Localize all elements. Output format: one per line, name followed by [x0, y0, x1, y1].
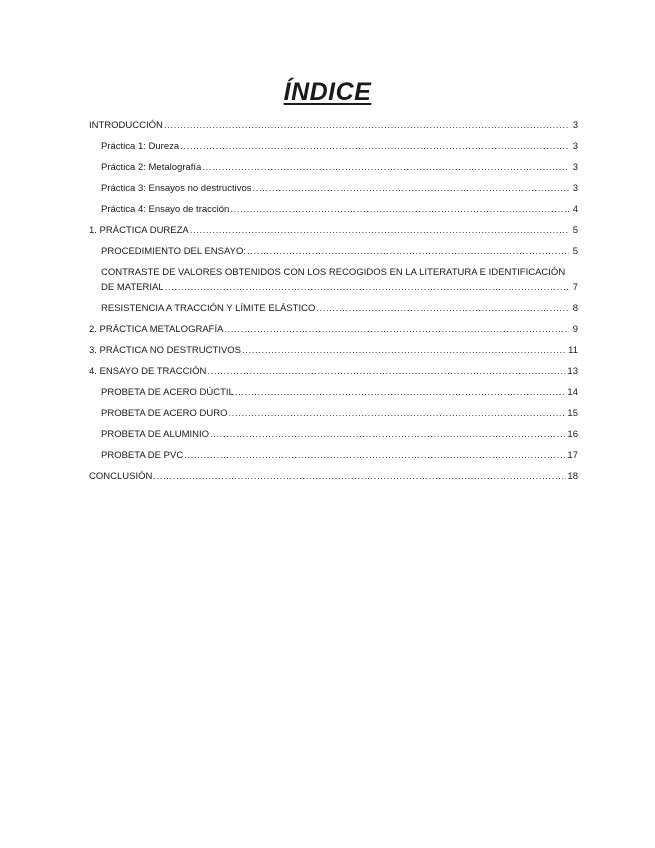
- toc-entry-label: PROBETA DE PVC: [101, 450, 184, 461]
- toc-leader-dots: [202, 162, 569, 174]
- toc-page-number: 15: [567, 408, 578, 419]
- toc-entry-label: Práctica 3: Ensayos no destructivos: [101, 183, 252, 194]
- toc-leader-dots: [230, 204, 569, 216]
- toc-entry-label: Práctica 2: Metalografía: [101, 162, 202, 173]
- toc-page-number: 3: [572, 141, 578, 152]
- toc-leader-dots: [242, 345, 567, 357]
- toc-leader-dots: [316, 303, 569, 315]
- toc-entry-label: DE MATERIAL: [101, 282, 164, 293]
- toc-leader-dots: [153, 471, 566, 483]
- toc-entry-procedimiento[interactable]: [101, 246, 578, 258]
- toc-page-number: 4: [572, 204, 578, 215]
- toc-entry-practica-dureza[interactable]: [89, 225, 578, 237]
- toc-entry-label: 2. PRÁCTICA METALOGRAFÍA: [89, 324, 224, 335]
- toc-entry-practica-no-destructivos[interactable]: [89, 345, 578, 357]
- toc-page-number: 8: [572, 303, 578, 314]
- toc-page-number: 16: [567, 429, 578, 440]
- toc-leader-dots: [224, 324, 569, 336]
- toc-entry-label: 1. PRÁCTICA DUREZA: [89, 225, 189, 236]
- toc-entry-label: INTRODUCCIÓN: [89, 120, 163, 131]
- toc-entry-ensayo-traccion[interactable]: [89, 366, 578, 378]
- toc-page-number: 5: [572, 225, 578, 236]
- toc-leader-dots: [164, 120, 569, 132]
- toc-entry-practica-2[interactable]: [101, 162, 578, 174]
- toc-entry-label: RESISTENCIA A TRACCIÓN Y LÍMITE ELÁSTICO: [101, 303, 316, 314]
- toc-page-number: 9: [572, 324, 578, 335]
- toc-entry-resistencia[interactable]: [101, 303, 578, 315]
- toc-entry-practica-4[interactable]: [101, 204, 578, 216]
- toc-leader-dots: [210, 429, 566, 441]
- toc-entry-acero-ductil[interactable]: [101, 387, 578, 399]
- toc-entry-label: Práctica 4: Ensayo de tracción: [101, 204, 230, 215]
- toc-entry-label: PROCEDIMIENTO DEL ENSAYO:: [101, 246, 246, 257]
- toc-entry-aluminio[interactable]: [101, 429, 578, 441]
- toc-entry-label: 4. ENSAYO DE TRACCIÓN: [89, 366, 207, 377]
- toc-entry-conclusion[interactable]: [89, 471, 578, 483]
- toc-page-number: 13: [567, 366, 578, 377]
- toc-entry-label: 3. PRÁCTICA NO DESTRUCTIVOS: [89, 345, 242, 356]
- toc-entry-label: PROBETA DE ALUMINIO: [101, 429, 210, 440]
- toc-page-number: 5: [572, 246, 578, 257]
- toc-page-number: 3: [572, 183, 578, 194]
- toc-entry-pvc[interactable]: [101, 450, 578, 462]
- toc-page-number: 17: [567, 450, 578, 461]
- toc-leader-dots: [253, 183, 570, 195]
- toc-leader-dots: [184, 450, 566, 462]
- toc-page-number: 3: [572, 120, 578, 131]
- toc-page-number: 11: [568, 345, 578, 356]
- toc-entry-label: PROBETA DE ACERO DURO: [101, 408, 228, 419]
- toc-page-number: 18: [567, 471, 578, 482]
- toc-entry-practica-1[interactable]: [101, 141, 578, 153]
- toc-entry-practica-3[interactable]: [101, 183, 578, 195]
- table-of-contents: [89, 120, 578, 483]
- toc-entry-label: CONCLUSIÓN: [89, 471, 153, 482]
- toc-entry-label: Práctica 1: Dureza: [101, 141, 180, 152]
- toc-entry-practica-metalografia[interactable]: [89, 324, 578, 336]
- toc-leader-dots: [190, 225, 569, 237]
- toc-entry-label: PROBETA DE ACERO DÚCTIL: [101, 387, 234, 398]
- page-title: ÍNDICE: [283, 78, 372, 106]
- toc-leader-dots: [207, 366, 566, 378]
- toc-page-number: 3: [572, 162, 578, 173]
- toc-page-number: 7: [572, 282, 578, 293]
- toc-entry-label-line1: CONTRASTE DE VALORES OBTENIDOS CON LOS RECOGIDOS EN LA LITERATURA E IDENTIFICACIÓN: [101, 267, 566, 278]
- toc-leader-dots: [235, 387, 567, 399]
- toc-leader-dots: [165, 282, 569, 294]
- toc-entry-contraste[interactable]: [101, 267, 578, 294]
- toc-entry-introduccion[interactable]: [89, 120, 578, 132]
- toc-page-number: 14: [567, 387, 578, 398]
- toc-entry-acero-duro[interactable]: [101, 408, 578, 420]
- toc-leader-dots: [229, 408, 567, 420]
- toc-leader-dots: [180, 141, 569, 153]
- toc-leader-dots: [247, 246, 569, 258]
